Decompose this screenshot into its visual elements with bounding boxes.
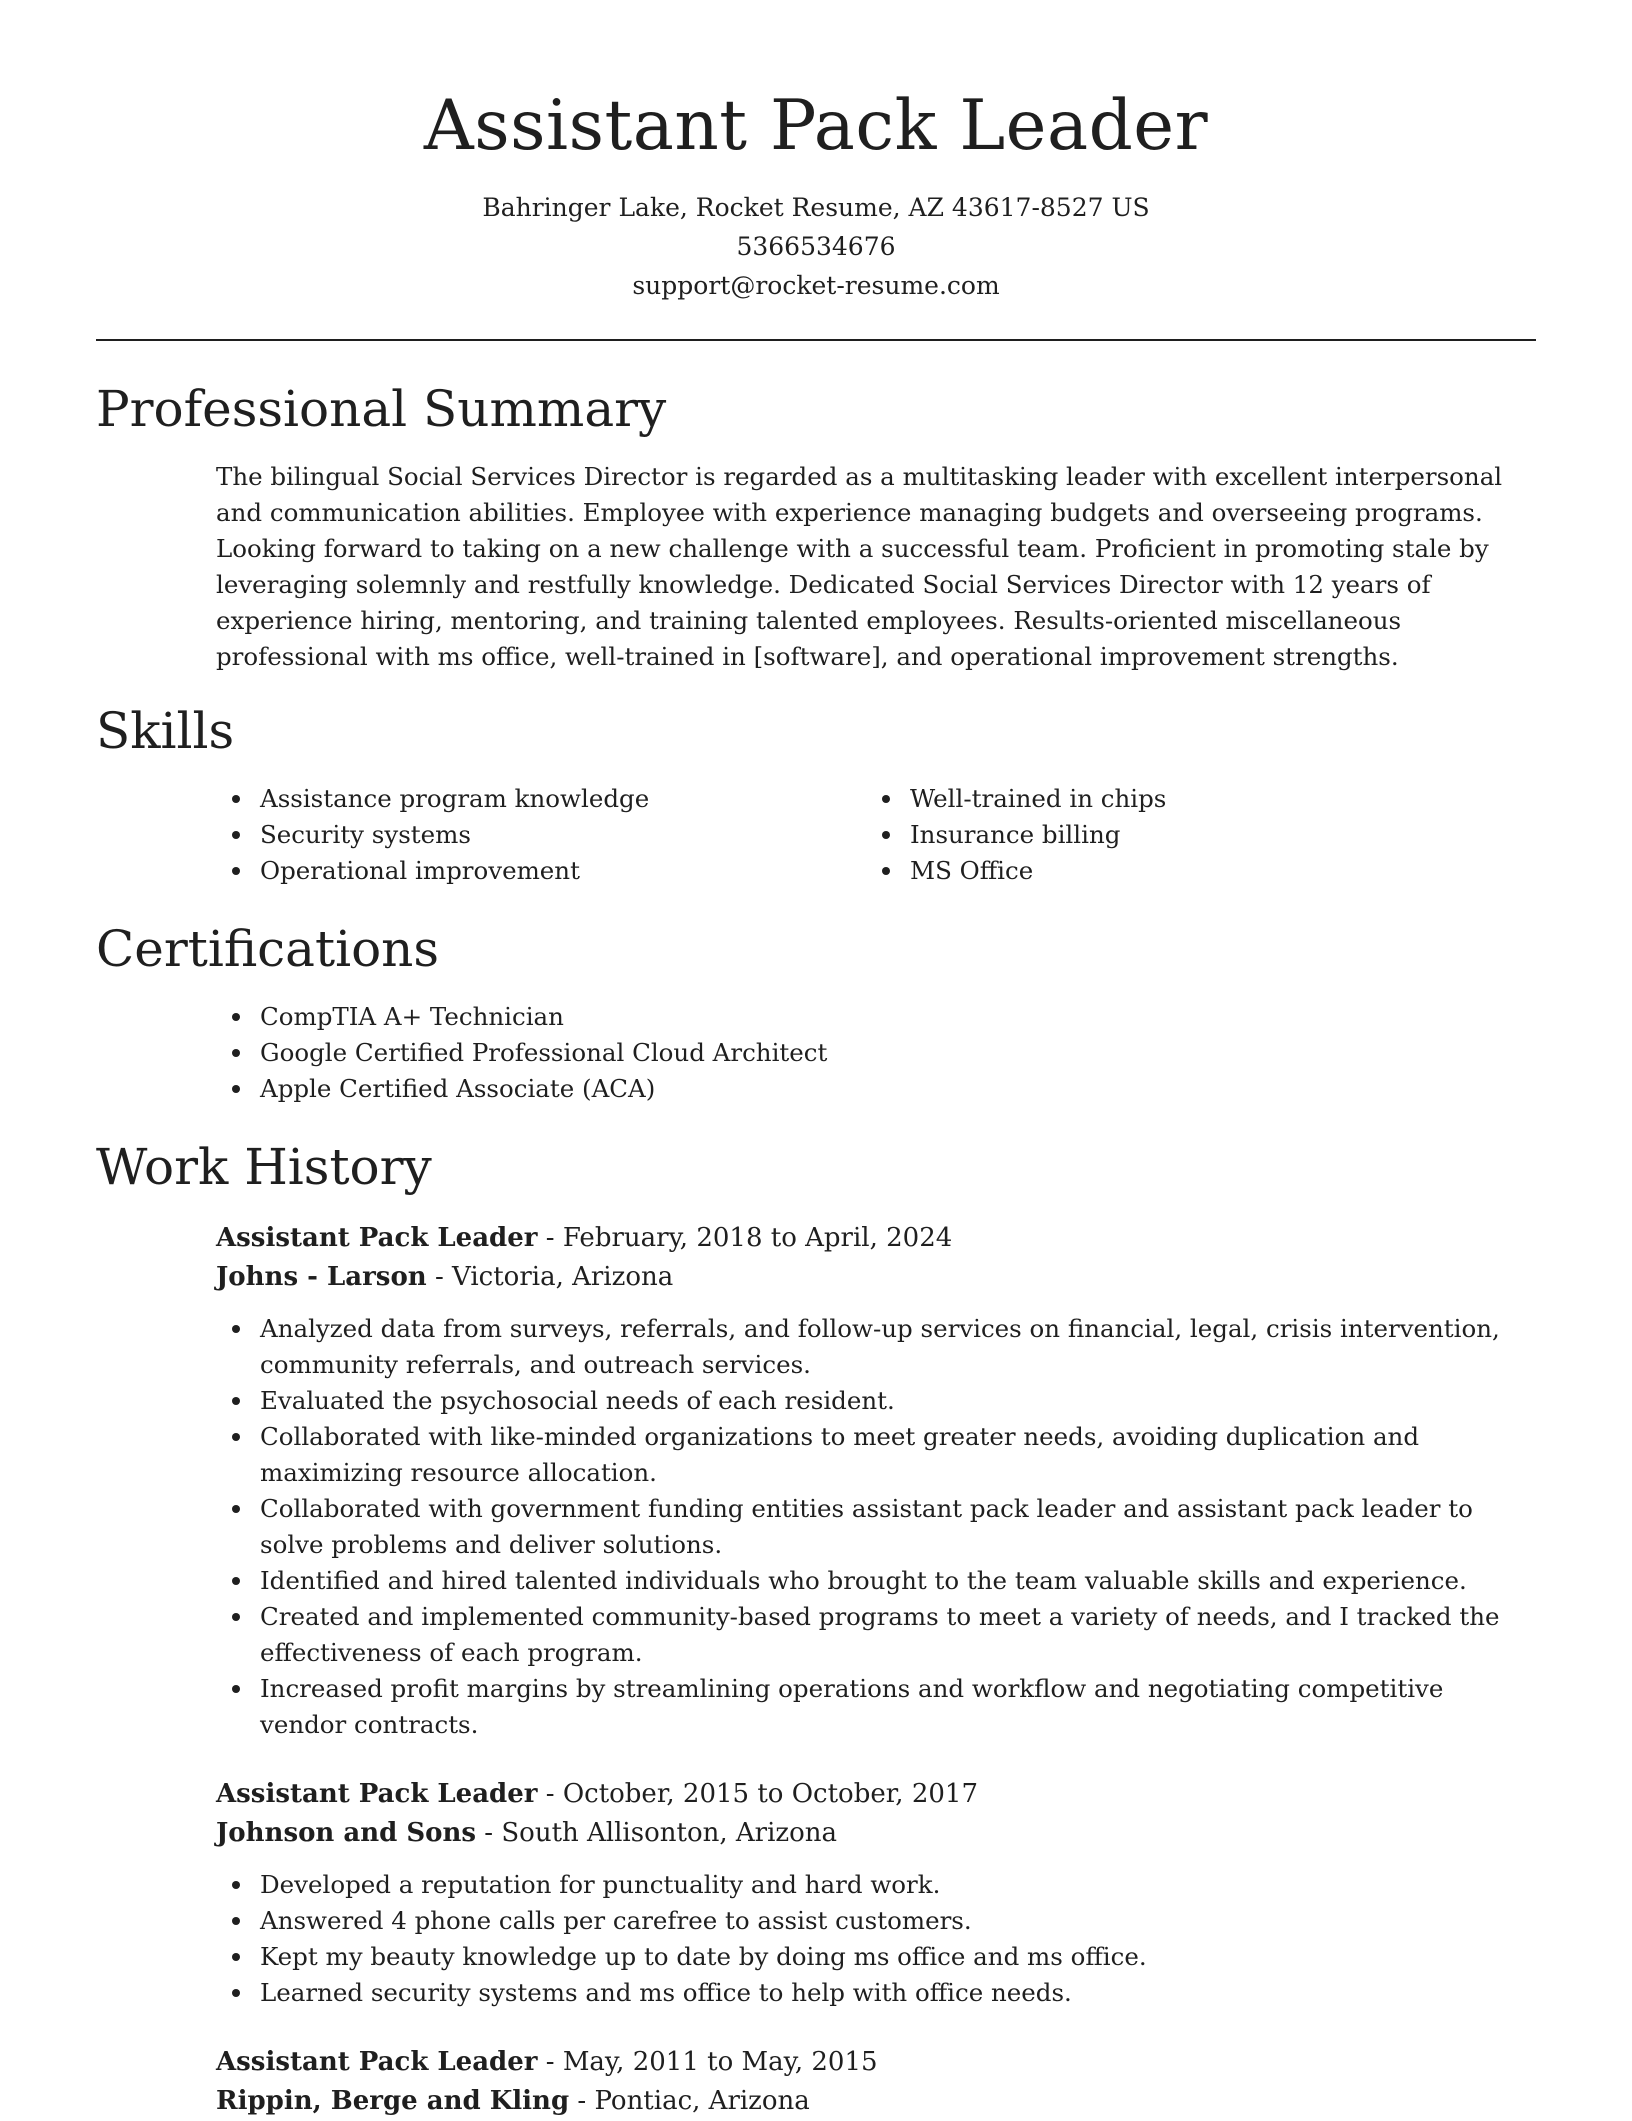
contact-address: Bahringer Lake, Rocket Resume, AZ 43617-8527 US — [482, 193, 1150, 222]
work-history-section — [96, 1135, 1536, 2121]
skill-item: MS Office — [910, 853, 1516, 889]
summary-section — [96, 377, 1536, 675]
job-bullet: Analyzed data from surveys, referrals, and follow-up services on financial, legal, crisis intervention, community referrals, and outreach services. — [260, 1311, 1536, 1383]
job-separator: - — [537, 2047, 563, 2077]
job-bullet: Collaborated with government funding entities assistant pack leader and assistant pack leader to solve problems and deliver solutions. — [260, 1491, 1536, 1563]
resume-header — [96, 0, 1536, 305]
job-bullet: Evaluated the psychosocial needs of each resident. — [260, 1383, 1536, 1419]
skill-item: Well-trained in chips — [910, 781, 1516, 817]
job-company: Rippin, Berge and Kling — [216, 2086, 570, 2116]
job-entry — [216, 2043, 1536, 2121]
job-title: Assistant Pack Leader — [216, 1779, 538, 1809]
skills-section — [96, 699, 1536, 889]
resume-page — [96, 0, 1536, 2121]
job-separator: - — [569, 2086, 595, 2116]
job-bullet: Learned security systems and ms office to help with office needs. — [260, 1975, 1536, 2011]
summary-text: The bilingual Social Services Director is regarded as a multitasking leader with excellent interpersonal and communication abilities. Employee with experience managing budgets and overseeing programs. Looking forward to taking on a new challenge with a successful team. Proficient in promoting stale by leveraging solemnly and restfully knowledge. Dedicated Social Services Director with 12 years of experience hiring, mentoring, and training talented employees. Results-oriented miscellaneous professional with ms office, well-trained in [software], and operational improvement strengths. — [216, 462, 1503, 671]
contact-info — [96, 188, 1536, 305]
skills-title: Skills — [96, 702, 235, 760]
job-bullet: Created and implemented community-based programs to meet a variety of needs, and I tracked the effectiveness of each program. — [260, 1599, 1536, 1671]
job-location: Victoria, Arizona — [452, 1262, 674, 1292]
skills-list-left — [216, 781, 866, 889]
job-separator: - — [476, 1818, 502, 1848]
job-company: Johnson and Sons — [216, 1818, 477, 1848]
job-company-line — [216, 1814, 1536, 1853]
job-bullets — [216, 1311, 1536, 1743]
job-company-line — [216, 1258, 1536, 1297]
job-bullet: Developed a reputation for punctuality and hard work. — [260, 1867, 1536, 1903]
certification-item: Google Certified Professional Cloud Architect — [260, 1035, 1536, 1071]
job-title: Assistant Pack Leader — [216, 1223, 538, 1253]
skill-item: Insurance billing — [910, 817, 1516, 853]
job-title-line — [216, 1219, 1536, 1258]
job-separator: - — [537, 1223, 563, 1253]
skill-item: Security systems — [260, 817, 866, 853]
certifications-section — [96, 917, 1536, 1107]
job-company: Johns - Larson — [216, 1262, 427, 1292]
work-history-title: Work History — [96, 1138, 432, 1196]
job-bullet: Answered 4 phone calls per carefree to assist customers. — [260, 1903, 1536, 1939]
skill-item: Operational improvement — [260, 853, 866, 889]
certifications-title: Certifications — [96, 920, 440, 978]
job-bullets — [216, 1867, 1536, 2011]
job-title-line — [216, 1775, 1536, 1814]
job-bullets-wrap — [216, 1867, 1536, 2011]
job-dates: October, 2015 to October, 2017 — [562, 1779, 978, 1809]
contact-phone: 5366534676 — [736, 232, 896, 261]
job-separator: - — [537, 1779, 563, 1809]
certifications-list-wrap — [216, 999, 1536, 1107]
job-entry — [216, 1775, 1536, 2011]
job-bullet: Increased profit margins by streamlining operations and workflow and negotiating competitive vendor contracts. — [260, 1671, 1536, 1743]
header-divider — [96, 339, 1536, 341]
job-title: Assistant Pack Leader — [216, 2047, 538, 2077]
skills-columns — [216, 781, 1536, 889]
job-location: South Allisonton, Arizona — [501, 1818, 837, 1848]
skills-column-right — [866, 781, 1516, 889]
job-dates: February, 2018 to April, 2024 — [562, 1223, 953, 1253]
skill-item: Assistance program knowledge — [260, 781, 866, 817]
job-company-line — [216, 2082, 1536, 2121]
job-location: Pontiac, Arizona — [594, 2086, 810, 2116]
job-bullet: Identified and hired talented individuals who brought to the team valuable skills and experience. — [260, 1563, 1536, 1599]
job-dates: May, 2011 to May, 2015 — [562, 2047, 878, 2077]
job-bullets-wrap — [216, 1311, 1536, 1743]
job-title-line — [216, 2043, 1536, 2082]
certifications-list — [216, 999, 1536, 1107]
certification-item: CompTIA A+ Technician — [260, 999, 1536, 1035]
skills-list-right — [866, 781, 1516, 889]
job-entry — [216, 1219, 1536, 1743]
candidate-name: Assistant Pack Leader — [423, 86, 1209, 166]
job-bullet: Kept my beauty knowledge up to date by doing ms office and ms office. — [260, 1939, 1536, 1975]
contact-email: support@rocket-resume.com — [632, 271, 1000, 300]
job-bullet: Collaborated with like-minded organizations to meet greater needs, avoiding duplication and maximizing resource allocation. — [260, 1419, 1536, 1491]
job-separator: - — [426, 1262, 453, 1292]
skills-column-left — [216, 781, 866, 889]
certification-item: Apple Certified Associate (ACA) — [260, 1071, 1536, 1107]
summary-title: Professional Summary — [96, 380, 667, 438]
